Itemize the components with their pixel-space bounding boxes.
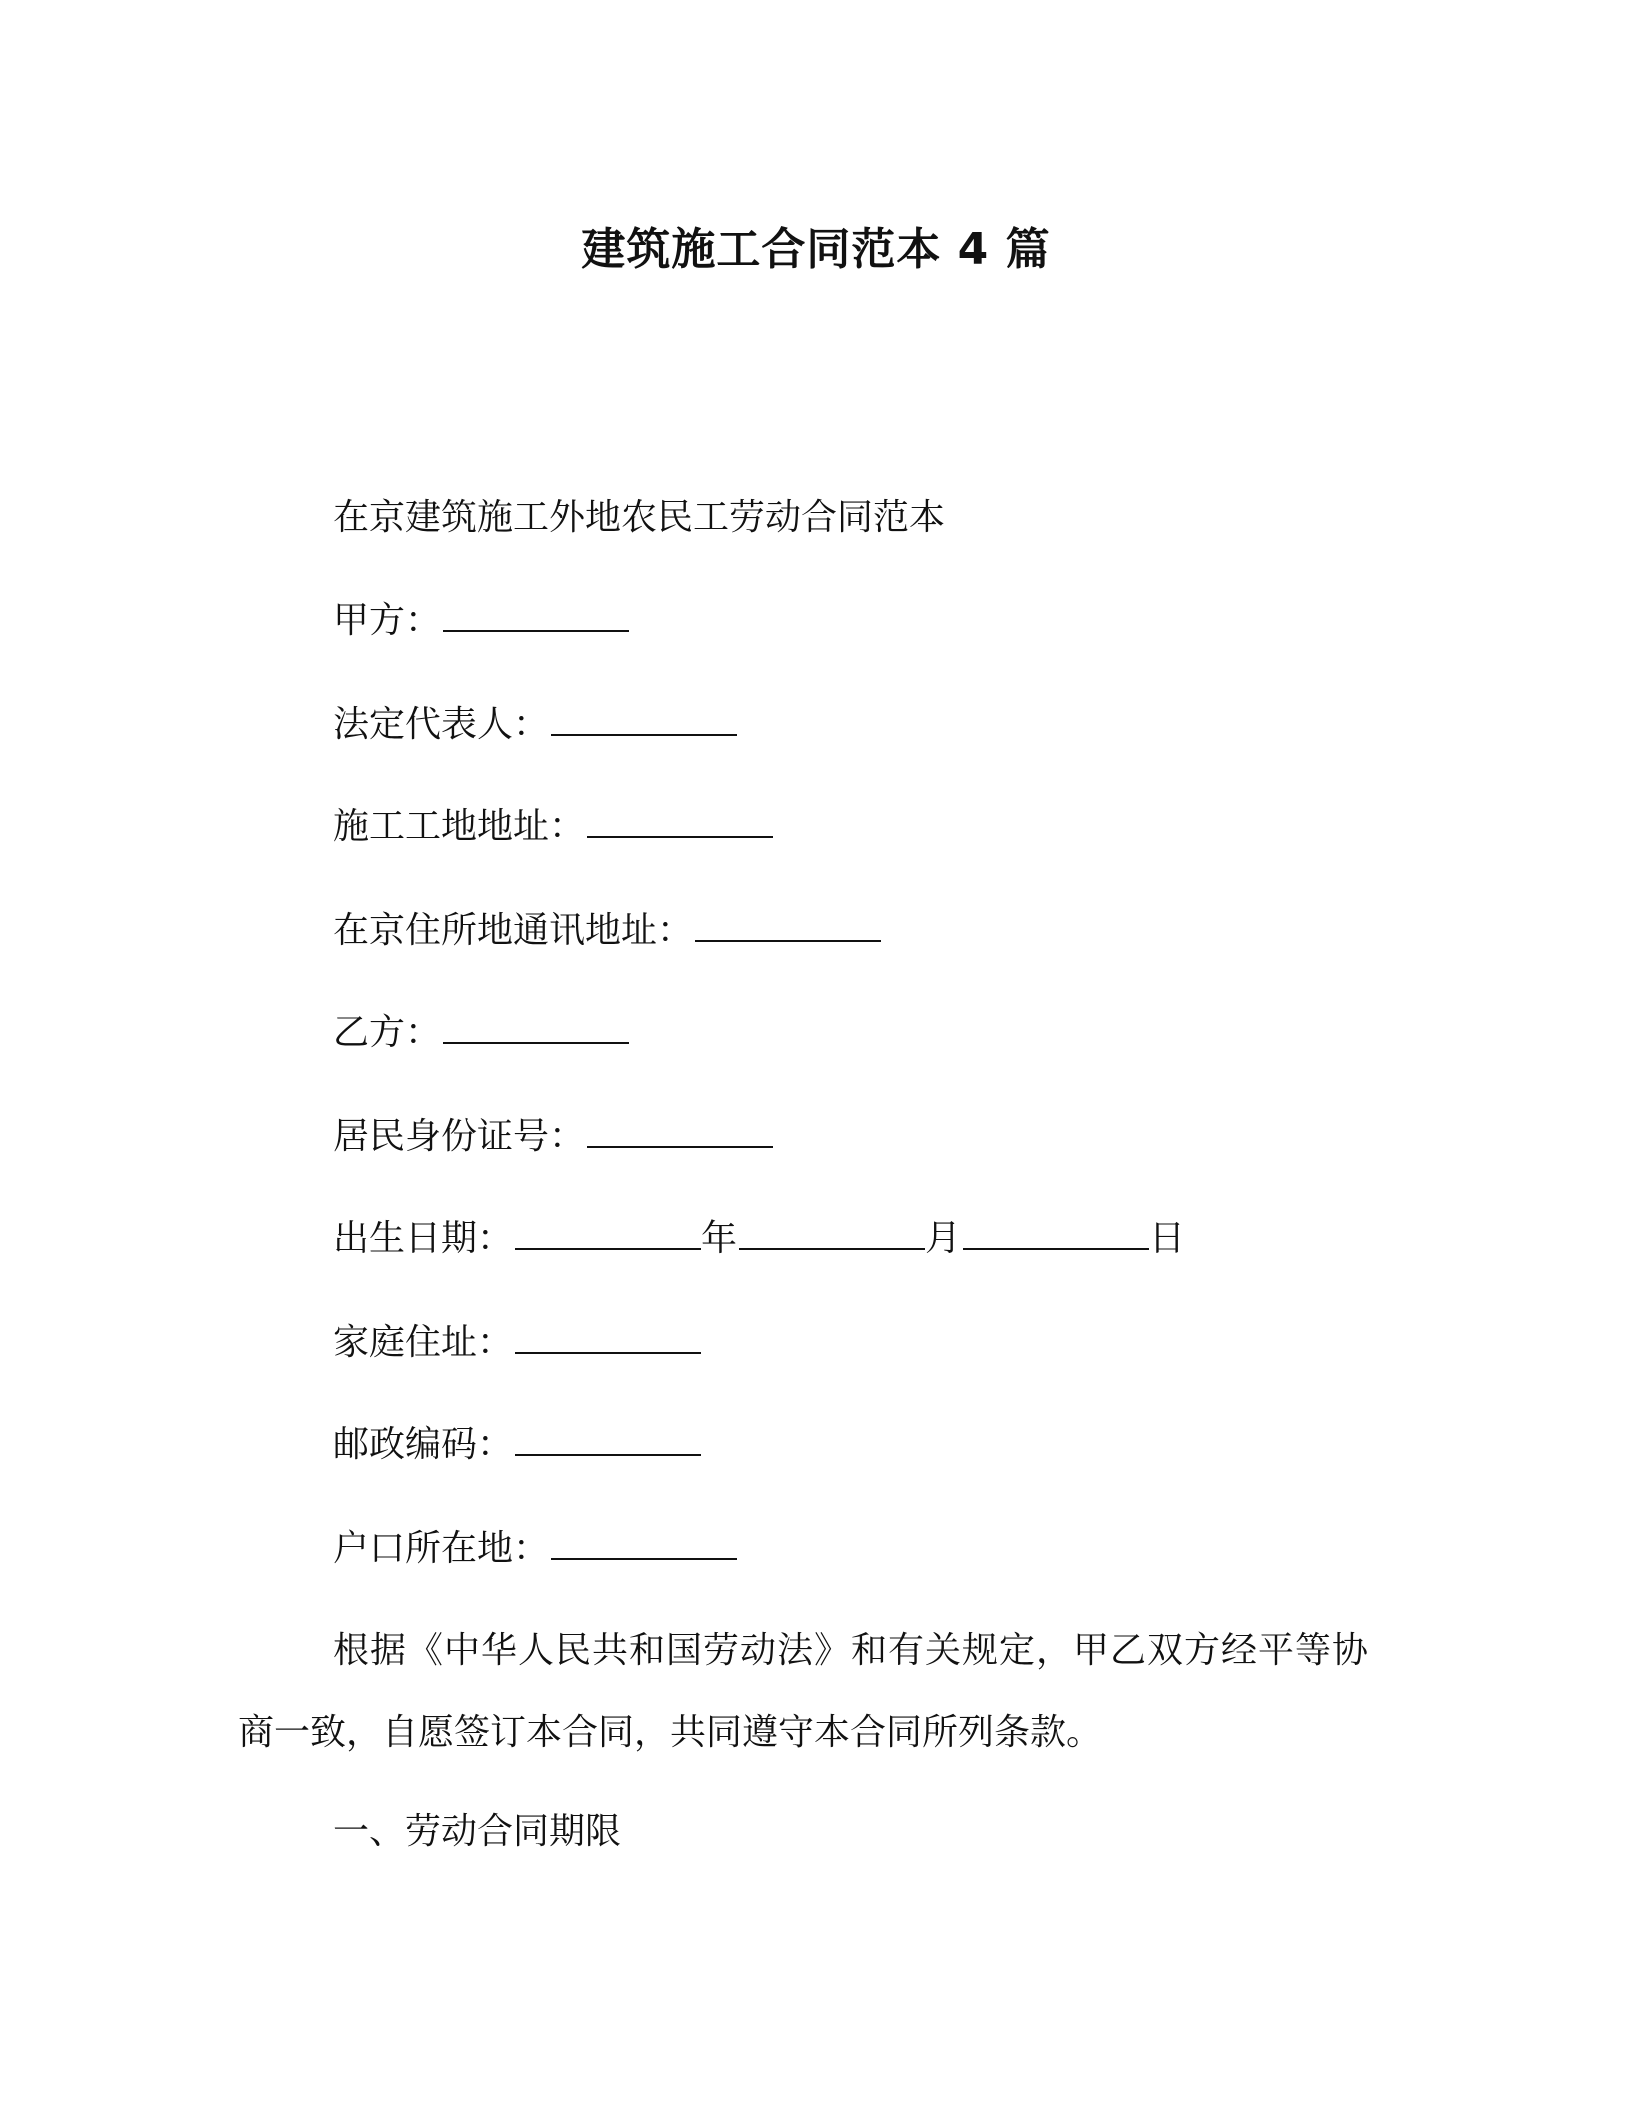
document-title: 建筑施工合同范本 4 篇: [581, 224, 1051, 275]
blank-line: [443, 596, 629, 632]
field-label: 居民身份证号：: [333, 1116, 586, 1157]
field-label: 在京住所地通讯地址：: [333, 910, 694, 951]
field-label: 邮政编码：: [333, 1424, 514, 1465]
year-label: 年: [701, 1218, 738, 1259]
field-site-address: [333, 802, 773, 851]
section-heading: 一、劳动合同期限: [333, 1811, 622, 1852]
preamble-paragraph: 根据《中华人民共和国劳动法》和有关规定，甲乙双方经平等协商一致，自愿签订本合同，共同遵守本合同所列条款。: [238, 1630, 1368, 1753]
field-label: 施工工地地址：: [333, 806, 586, 847]
field-hukou: [333, 1524, 737, 1573]
field-label: 甲方：: [333, 600, 442, 641]
field-label: 法定代表人：: [333, 704, 550, 745]
field-beijing-address: [333, 906, 881, 955]
blank-line: [515, 1420, 701, 1456]
field-id-number: [333, 1112, 773, 1161]
field-legal-rep: [333, 700, 737, 749]
field-party-b: [333, 1008, 629, 1057]
blank-line: [551, 1524, 737, 1560]
field-label: 乙方：: [333, 1012, 442, 1053]
blank-line: [551, 700, 737, 736]
blank-line: [695, 906, 881, 942]
blank-line: [963, 1214, 1149, 1250]
field-label: 出生日期：: [333, 1218, 514, 1259]
contract-subtitle: 在京建筑施工外地农民工劳动合同范本: [333, 497, 946, 538]
month-label: 月: [925, 1218, 962, 1259]
field-home-address: [333, 1318, 701, 1367]
day-label: 日: [1149, 1218, 1186, 1259]
blank-line: [739, 1214, 925, 1250]
blank-line: [515, 1318, 701, 1354]
field-postal-code: [333, 1420, 701, 1469]
field-birth-date: [333, 1214, 1185, 1263]
blank-line: [587, 1112, 773, 1148]
field-label: 户口所在地：: [333, 1528, 550, 1569]
field-party-a: [333, 596, 629, 645]
blank-line: [515, 1214, 701, 1250]
blank-line: [443, 1008, 629, 1044]
field-label: 家庭住址：: [333, 1322, 514, 1363]
blank-line: [587, 802, 773, 838]
